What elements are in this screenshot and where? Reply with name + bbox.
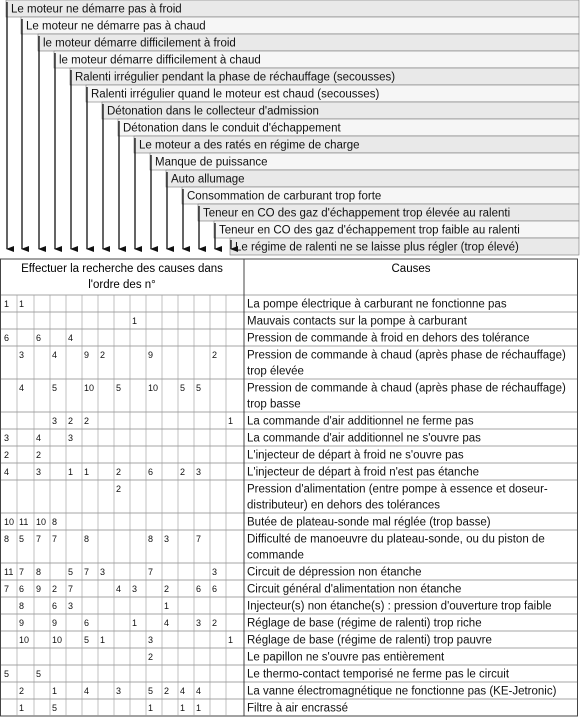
symptom-label: Teneur en CO des gaz d'échappement trop élevée au ralenti <box>203 207 511 220</box>
order-number: 2 <box>116 484 122 494</box>
order-number: 10 <box>148 383 159 393</box>
order-number: 1 <box>52 686 58 696</box>
symptom-label: Ralenti irrégulier pendant la phase de réchauffage (secousses) <box>75 71 396 84</box>
order-number: 9 <box>148 350 154 360</box>
order-number: 4 <box>19 383 25 393</box>
order-number: 6 <box>36 333 42 343</box>
order-label: Effectuer la recherche des causes dans <box>21 263 223 275</box>
order-number: 1 <box>180 703 186 713</box>
cause-text: Réglage de base (régime de ralenti) trop pauvre <box>247 634 492 647</box>
cause-text: Pression de commande à chaud (après phase de réchauffage) <box>247 349 566 362</box>
order-number: 4 <box>4 467 10 477</box>
order-number: 1 <box>4 299 10 309</box>
order-number: 3 <box>4 433 10 443</box>
symptom-label: Le moteur ne démarre pas à froid <box>11 3 182 16</box>
order-number: 5 <box>4 669 10 679</box>
order-number: 2 <box>68 416 74 426</box>
cause-text: La commande d'air additionnel ne ferme pas <box>247 415 474 428</box>
cause-text: trop basse <box>247 398 301 411</box>
cause-text: L'injecteur de départ à froid n'est pas étanche <box>247 466 479 479</box>
order-number: 1 <box>196 703 202 713</box>
cause-text: Circuit général d'alimentation non étanche <box>247 583 462 596</box>
order-number: 3 <box>148 635 154 645</box>
order-number: 2 <box>52 584 58 594</box>
order-number: 2 <box>36 450 42 460</box>
order-number: 8 <box>148 534 154 544</box>
order-number: 4 <box>196 686 202 696</box>
order-number: 4 <box>68 333 74 343</box>
order-number: 2 <box>100 350 106 360</box>
order-number: 7 <box>84 567 90 577</box>
symptom-label: Consommation de carburant trop forte <box>187 190 382 203</box>
order-number: 2 <box>212 618 218 628</box>
symptom-label: le moteur démarre difficilement à chaud <box>59 54 261 67</box>
order-number: 7 <box>68 584 74 594</box>
order-number: 7 <box>36 534 42 544</box>
cause-text: Pression de commande à chaud (après phase de réchauffage) <box>247 382 566 395</box>
order-number: 1 <box>84 467 90 477</box>
order-number: 6 <box>196 584 202 594</box>
symptom-label: Le régime de ralenti ne se laisse plus régler (trop élevé) <box>235 241 519 254</box>
symptom-label: Ralenti irrégulier quand le moteur est chaud (secousses) <box>91 88 380 101</box>
order-number: 9 <box>36 584 42 594</box>
order-number: 6 <box>19 584 25 594</box>
cause-text: La vanne électromagnétique ne fonctionne pas (KE-Jetronic) <box>247 685 557 698</box>
order-number: 8 <box>4 534 10 544</box>
cause-text: Pression de commande à froid en dehors des tolérance <box>247 332 530 345</box>
cause-text: Réglage de base (régime de ralenti) trop riche <box>247 617 482 630</box>
order-label-line2: l'ordre des n° <box>88 279 156 291</box>
order-number: 2 <box>164 686 170 696</box>
order-number: 1 <box>19 703 25 713</box>
order-number: 11 <box>19 517 29 527</box>
order-number: 8 <box>19 601 25 611</box>
order-number: 5 <box>52 703 58 713</box>
order-number: 3 <box>196 467 202 477</box>
cause-text: distributeur) en dehors des tolérances <box>247 499 441 512</box>
symptom-label: Détonation dans le conduit d'échappement <box>123 122 341 135</box>
order-number: 7 <box>52 534 58 544</box>
order-number: 1 <box>164 601 170 611</box>
order-number: 4 <box>116 584 122 594</box>
order-number: 3 <box>52 416 58 426</box>
symptom-header <box>6 0 579 255</box>
cause-grid <box>0 259 578 716</box>
cause-text: Pression d'alimentation (entre pompe à essence et doseur- <box>247 483 548 496</box>
cause-text: Circuit de dépression non étanche <box>247 566 422 579</box>
order-number: 1 <box>100 635 106 645</box>
order-number: 3 <box>68 433 74 443</box>
order-number: 2 <box>4 450 10 460</box>
order-number: 5 <box>52 383 58 393</box>
order-number: 11 <box>4 567 14 577</box>
cause-text: Filtre à air encrassé <box>247 702 348 715</box>
order-number: 6 <box>212 584 218 594</box>
order-number: 5 <box>148 686 154 696</box>
order-number: 2 <box>19 686 25 696</box>
order-number: 6 <box>84 618 90 628</box>
order-number: 10 <box>4 517 15 527</box>
symptom-label: Le moteur a des ratés en régime de charge <box>139 139 360 152</box>
order-number: 7 <box>148 567 154 577</box>
order-number: 2 <box>212 350 218 360</box>
symptom-label: le moteur démarre difficilement à froid <box>43 37 236 50</box>
order-number: 2 <box>164 584 170 594</box>
order-number: 2 <box>116 467 122 477</box>
order-number: 4 <box>180 686 186 696</box>
cause-text: trop élevée <box>247 365 304 378</box>
order-number: 5 <box>116 383 122 393</box>
order-number: 6 <box>148 467 154 477</box>
order-number: 5 <box>84 635 90 645</box>
order-number: 1 <box>19 299 25 309</box>
order-number: 4 <box>84 686 90 696</box>
order-number: 10 <box>84 383 95 393</box>
order-number: 2 <box>180 467 186 477</box>
order-number: 7 <box>19 567 25 577</box>
order-number: 5 <box>19 534 25 544</box>
order-number: 1 <box>132 316 138 326</box>
order-number: 3 <box>68 601 74 611</box>
order-number: 3 <box>196 618 202 628</box>
causes-label: Causes <box>391 263 431 275</box>
order-number: 1 <box>148 703 154 713</box>
order-number: 3 <box>164 534 170 544</box>
symptom-label: Manque de puissance <box>155 156 268 169</box>
cause-text: Butée de plateau-sonde mal réglée (trop basse) <box>247 516 491 529</box>
cause-text: Injecteur(s) non étanche(s) : pression d'ouverture trop faible <box>247 600 552 613</box>
order-number: 8 <box>36 567 42 577</box>
order-number: 2 <box>84 416 90 426</box>
order-number: 9 <box>19 618 25 628</box>
order-number: 1 <box>228 635 234 645</box>
order-number: 1 <box>132 618 138 628</box>
order-number: 4 <box>36 433 42 443</box>
symptom-label: Le moteur ne démarre pas à chaud <box>26 20 206 33</box>
cause-text: Le papillon ne s'ouvre pas entièrement <box>247 651 445 664</box>
cause-text: Difficulté de manoeuvre du plateau-sonde, ou du piston de <box>247 533 545 546</box>
cause-text: La pompe électrique à carburant ne fonctionne pas <box>247 298 507 311</box>
cause-text: Le thermo-contact temporisé ne ferme pas le circuit <box>247 668 510 681</box>
order-number: 9 <box>52 618 58 628</box>
order-number: 3 <box>100 567 106 577</box>
cause-text: commande <box>247 549 304 562</box>
order-number: 5 <box>180 383 186 393</box>
order-number: 1 <box>68 467 74 477</box>
order-number: 8 <box>84 534 90 544</box>
cause-text: Mauvais contacts sur la pompe à carburant <box>247 315 467 328</box>
symptom-label: Auto allumage <box>171 173 245 186</box>
order-number: 6 <box>4 333 10 343</box>
order-number: 3 <box>116 686 122 696</box>
order-number: 3 <box>19 350 25 360</box>
cause-text: La commande d'air additionnel ne s'ouvre pas <box>247 432 481 445</box>
order-number: 4 <box>164 618 170 628</box>
order-number: 5 <box>36 669 42 679</box>
order-number: 10 <box>36 517 47 527</box>
order-number: 9 <box>84 350 90 360</box>
order-number: 10 <box>52 635 63 645</box>
order-number: 6 <box>52 601 58 611</box>
order-number: 4 <box>52 350 58 360</box>
order-number: 2 <box>148 652 154 662</box>
order-number: 5 <box>196 383 202 393</box>
order-number: 3 <box>212 567 218 577</box>
order-number: 3 <box>36 467 42 477</box>
order-number: 7 <box>4 584 10 594</box>
order-number: 10 <box>19 635 30 645</box>
order-number: 8 <box>52 517 58 527</box>
order-number: 1 <box>228 416 234 426</box>
symptom-label: Détonation dans le collecteur d'admission <box>107 105 319 118</box>
order-number: 3 <box>132 584 138 594</box>
cause-text: L'injecteur de départ à froid ne s'ouvre pas <box>247 449 464 462</box>
symptom-label: Teneur en CO des gaz d'échappement trop faible au ralenti <box>219 224 520 237</box>
order-number: 7 <box>196 534 202 544</box>
order-number: 5 <box>68 567 74 577</box>
